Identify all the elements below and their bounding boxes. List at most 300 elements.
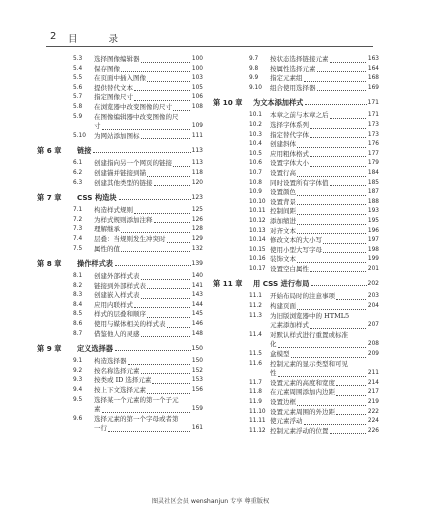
page-number: 125	[191, 207, 203, 214]
section-title: 控制间距	[270, 207, 296, 216]
chapter-heading	[37, 145, 203, 156]
dot-leader	[128, 364, 191, 365]
toc-entry	[37, 357, 203, 367]
toc-entry	[213, 169, 379, 179]
chapter-heading	[37, 192, 203, 203]
section-number: 11.3	[249, 312, 262, 319]
section-title: 寸	[94, 122, 101, 131]
page-number: 177	[367, 150, 379, 157]
toc-entry	[213, 84, 379, 94]
section-title: 选择某一个元素的第一个子元	[94, 395, 179, 404]
section-number: 10.2	[249, 121, 262, 128]
dot-leader	[147, 176, 190, 177]
section-title: 样式的层叠和顺序	[94, 310, 146, 319]
section-title: 保存图像	[94, 64, 120, 73]
dot-leader	[317, 90, 367, 91]
dot-leader	[297, 262, 366, 263]
page-number: 211	[367, 370, 379, 377]
toc-entry	[213, 188, 379, 198]
section-title: 化	[270, 340, 277, 349]
section-title: 设置元素周围的外边距	[270, 407, 335, 416]
toc-entry	[37, 65, 203, 75]
toc-entry	[213, 417, 379, 427]
dot-leader	[167, 327, 191, 328]
page-number: 113	[191, 147, 203, 155]
section-title: 为旧版浏览器中的 HTML5	[270, 311, 350, 320]
dot-leader	[297, 309, 366, 310]
dot-leader	[102, 412, 191, 413]
dot-leader	[297, 204, 366, 205]
page-number: 198	[367, 246, 379, 253]
section-title: 元素添加样式	[270, 321, 309, 330]
section-number: 10.15	[249, 246, 266, 253]
dot-leader	[121, 232, 190, 233]
dot-leader	[167, 242, 191, 243]
toc-entry	[213, 255, 379, 265]
section-number: 6.3	[73, 179, 83, 186]
section-number: 10.7	[249, 169, 262, 176]
toc-left-column	[37, 55, 203, 434]
section-title: 同时设置所有字体值	[270, 178, 329, 187]
section-title: 使元素浮动	[270, 417, 303, 426]
section-title: 控制元素浮动的位置	[270, 426, 329, 435]
toc-entry	[37, 282, 203, 292]
page-number: 144	[191, 301, 203, 308]
chapter-number: 第 9 章	[37, 344, 62, 354]
page-number: 105	[191, 84, 203, 91]
dot-leader	[297, 147, 366, 148]
section-number: 10.1	[249, 112, 262, 119]
section-title: 创建其他类型的链接	[94, 178, 153, 187]
section-number: 5.6	[73, 84, 83, 91]
section-number: 11.8	[249, 389, 262, 396]
section-number: 10.14	[249, 237, 266, 244]
toc-entry	[213, 427, 379, 437]
section-number: 9.1	[73, 358, 83, 365]
dot-leader	[115, 265, 191, 266]
section-number: 5.8	[73, 103, 83, 110]
dot-leader	[297, 195, 366, 196]
toc-entry-continuation	[37, 122, 203, 132]
toc-entry-continuation	[37, 424, 203, 434]
section-title: 设置背景	[270, 197, 296, 206]
dot-leader	[336, 299, 366, 300]
chapter-number: 第 8 章	[37, 259, 62, 269]
section-number: 11.2	[249, 303, 262, 310]
toc-entry	[37, 320, 203, 330]
page-number: 109	[191, 123, 203, 130]
section-number: 9.4	[73, 387, 83, 394]
section-title: 设置元素的高度和宽度	[270, 378, 335, 387]
dot-leader	[102, 129, 191, 130]
section-number: 8.2	[73, 282, 83, 289]
section-number: 9.9	[249, 75, 259, 82]
page-number: 148	[191, 330, 203, 337]
dot-leader	[141, 138, 191, 139]
dot-leader	[330, 433, 367, 434]
page-number: 113	[191, 160, 203, 167]
section-number: 10.8	[249, 179, 262, 186]
toc-entry	[37, 74, 203, 84]
page-number: 100	[191, 56, 203, 62]
watermark-footer: 图灵社区会员 wenshanjun 专享 尊重版权	[151, 498, 270, 505]
section-number: 10.17	[249, 265, 266, 272]
toc-entry	[213, 302, 379, 312]
section-title: 创建嵌入样式表	[94, 291, 140, 300]
chapter-heading	[213, 97, 379, 108]
dot-leader	[134, 90, 190, 91]
toc-entry	[213, 350, 379, 360]
section-title: 按状态选择链接元素	[270, 55, 329, 63]
toc-entry	[213, 159, 379, 169]
page-number: 185	[367, 179, 379, 186]
section-number: 11.4	[249, 331, 262, 338]
toc-entry	[37, 206, 203, 216]
dot-leader	[297, 405, 366, 406]
section-number: 10.5	[249, 150, 262, 157]
toc-entry	[37, 291, 203, 301]
dot-leader	[323, 252, 366, 253]
section-number: 7.3	[73, 226, 83, 233]
page-number: 193	[367, 208, 379, 215]
section-number: 7.4	[73, 235, 83, 242]
section-number: 7.2	[73, 216, 83, 223]
page-number: 126	[191, 216, 203, 223]
section-title: 指定替代字体	[270, 130, 309, 139]
toc-entry	[213, 408, 379, 418]
page-number: 187	[367, 189, 379, 196]
dot-leader	[330, 185, 367, 186]
dot-leader	[147, 81, 190, 82]
dot-leader	[152, 383, 190, 384]
section-title: 设置行高	[270, 168, 296, 177]
page-number: 111	[191, 132, 203, 139]
section-number: 10.16	[249, 256, 266, 263]
page-number: 171	[367, 112, 379, 119]
page-number: 188	[367, 198, 379, 205]
section-title: 修改文本的大小写	[270, 236, 322, 245]
section-title: 设置颜色	[270, 188, 296, 197]
section-title: 装饰文本	[270, 255, 296, 264]
section-number: 10.12	[249, 217, 266, 224]
dot-leader	[141, 373, 191, 374]
toc-entry	[37, 103, 203, 113]
section-title: 链接到外部样式表	[94, 281, 146, 290]
toc-entry	[37, 367, 203, 377]
page-number: 204	[367, 303, 379, 310]
toc-entry	[213, 198, 379, 208]
section-number: 11.11	[249, 418, 266, 425]
page-number: 176	[367, 141, 379, 148]
section-title: 构造选择器	[94, 357, 127, 366]
section-title: 按上下文选择元素	[94, 386, 146, 395]
toc-entry	[213, 207, 379, 217]
page-number: 209	[367, 351, 379, 358]
section-title: 选择元素的第一个字母或者第	[94, 414, 179, 423]
dot-leader	[173, 166, 190, 167]
chapter-title: CSS 构造块	[77, 193, 117, 203]
page-number: 219	[367, 399, 379, 405]
section-number: 8.6	[73, 321, 83, 328]
page-number: 224	[367, 418, 379, 425]
section-number: 9.2	[73, 367, 83, 374]
section-number: 7.1	[73, 207, 83, 214]
section-number: 5.5	[73, 75, 83, 82]
page-number: 123	[191, 194, 203, 202]
section-number: 11.5	[249, 351, 262, 358]
page-number: 201	[367, 265, 379, 272]
toc-entry	[37, 310, 203, 320]
section-number: 9.8	[249, 65, 259, 72]
page-number: 169	[367, 84, 379, 91]
section-number: 6.2	[73, 169, 83, 176]
dot-leader	[154, 185, 191, 186]
dot-leader	[173, 110, 190, 111]
page-number: 103	[191, 75, 203, 82]
toc-right-column	[213, 55, 379, 436]
section-number: 10.9	[249, 189, 262, 196]
page-number: 202	[367, 280, 379, 288]
toc-entry	[213, 140, 379, 150]
toc-entry-continuation	[37, 405, 203, 415]
section-title: 设置边框	[270, 398, 296, 406]
dot-leader	[278, 347, 367, 348]
toc-entry	[37, 245, 203, 255]
page-number: 118	[191, 169, 203, 176]
section-number: 10.13	[249, 227, 266, 234]
chapter-number: 第 6 章	[37, 146, 62, 156]
page-number: 199	[367, 256, 379, 263]
section-title: 创建指向另一个网页的链接	[94, 159, 172, 168]
toc-entry	[213, 292, 379, 302]
page-number: 208	[367, 341, 379, 348]
section-title: 在页面中插入图像	[94, 74, 146, 83]
dot-leader	[147, 317, 190, 318]
section-title: 选择字体系列	[270, 120, 309, 129]
section-title: 创建外部样式表	[94, 272, 140, 281]
section-title: 创建斜体	[270, 140, 296, 149]
dot-leader	[278, 376, 367, 377]
section-title: 选择图像编辑器	[94, 55, 140, 63]
toc-entry	[213, 388, 379, 398]
chapter-number: 第 7 章	[37, 193, 62, 203]
section-number: 5.4	[73, 65, 83, 72]
section-title: 按名称选择元素	[94, 366, 140, 375]
section-title: 在元素周围添加内边距	[270, 388, 335, 397]
dot-leader	[330, 118, 367, 119]
chapter-title: 为文本添加样式	[253, 98, 304, 108]
section-number: 11.12	[249, 427, 266, 434]
dot-leader	[305, 104, 366, 105]
section-number: 5.3	[73, 56, 83, 62]
toc-entry	[37, 330, 203, 340]
toc-entry-continuation	[213, 321, 379, 331]
section-title: 在图像编辑器中改变图像的尺	[94, 112, 179, 121]
toc-entry	[213, 227, 379, 237]
page-number: 214	[367, 379, 379, 386]
page-number: 164	[367, 65, 379, 72]
toc-entry	[37, 132, 203, 142]
page-number: 146	[191, 321, 203, 328]
toc-entry-continuation	[213, 340, 379, 350]
page-title: 目 录	[68, 34, 133, 45]
section-number: 5.9	[73, 113, 83, 120]
dot-leader	[141, 298, 191, 299]
page-number: 161	[191, 425, 203, 432]
section-title: 借鉴他人的灵感	[94, 329, 140, 338]
dot-leader	[310, 166, 366, 167]
section-title: 一行	[94, 424, 107, 433]
section-title: 开始布局时的注意事项	[270, 292, 335, 301]
page-number: 196	[367, 227, 379, 234]
section-number: 11.7	[249, 379, 262, 386]
page-number: 145	[191, 311, 203, 318]
section-number: 10.10	[249, 198, 266, 205]
section-title: 按属性选择元素	[270, 64, 316, 73]
section-title: 盒模型	[270, 350, 290, 359]
toc-entry	[37, 159, 203, 169]
chapter-heading	[37, 258, 203, 269]
section-number: 7.5	[73, 245, 83, 252]
toc-entry-continuation	[213, 369, 379, 379]
toc-entry	[213, 265, 379, 275]
toc-entry	[37, 415, 203, 425]
toc-entry	[213, 379, 379, 389]
toc-entry	[37, 235, 203, 245]
page-number: 141	[191, 282, 203, 289]
chapter-title: 定义选择器	[77, 344, 113, 354]
section-number: 10.6	[249, 160, 262, 167]
toc-entry	[213, 121, 379, 131]
toc-entry	[37, 179, 203, 189]
section-number: 11.1	[249, 293, 262, 300]
toc-entry	[37, 376, 203, 386]
page-number: 152	[191, 367, 203, 374]
toc-entry	[37, 225, 203, 235]
toc-entry	[213, 398, 379, 408]
page-number: 106	[191, 94, 203, 101]
section-title: 使用小型大写字母	[270, 245, 322, 254]
dot-leader	[147, 288, 190, 289]
dot-leader	[310, 128, 366, 129]
section-number: 11.6	[249, 360, 262, 367]
page-number: 179	[367, 160, 379, 167]
page-number: 2	[50, 31, 57, 42]
page-number: 171	[367, 99, 379, 107]
section-number: 9.7	[249, 56, 259, 62]
section-title: 应用内联样式	[94, 300, 133, 309]
chapter-number: 第 10 章	[213, 98, 243, 108]
page-number: 120	[191, 179, 203, 186]
chapter-heading	[213, 278, 379, 289]
toc-entry	[213, 150, 379, 160]
toc-entry	[37, 216, 203, 226]
dot-leader	[119, 199, 191, 200]
toc-entry	[37, 93, 203, 103]
section-title: 为样式规则添加注释	[94, 215, 153, 224]
page-number: 128	[191, 226, 203, 233]
dot-leader	[323, 243, 366, 244]
dot-leader	[310, 271, 366, 272]
section-title: 本章之前与本章之后	[270, 111, 329, 120]
dot-leader	[336, 395, 366, 396]
section-number: 9.3	[73, 377, 83, 384]
section-title: 组合使用选择器	[270, 83, 316, 92]
toc-entry	[213, 55, 379, 65]
page-number: 173	[367, 121, 379, 128]
toc-entry	[37, 84, 203, 94]
toc-entry	[213, 217, 379, 227]
page-number: 108	[191, 103, 203, 110]
toc-entry	[37, 272, 203, 282]
page-number: 197	[367, 237, 379, 244]
page-number: 168	[367, 75, 379, 82]
section-title: 在浏览器中改变图像的尺寸	[94, 102, 172, 111]
dot-leader	[297, 224, 366, 225]
chapter-heading	[37, 343, 203, 354]
toc-entry	[213, 331, 379, 341]
section-title: 构建页面	[270, 302, 296, 311]
page-number: 139	[191, 260, 203, 268]
section-number: 11.9	[249, 399, 262, 405]
toc-entry	[213, 179, 379, 189]
section-title: 使用与媒体相关的样式表	[94, 320, 166, 329]
toc-entry	[213, 360, 379, 370]
section-title: 设置空白属性	[270, 264, 309, 273]
section-title: 对默认样式进行重置或标准	[270, 330, 348, 339]
page-number: 203	[367, 293, 379, 300]
page-number: 207	[367, 322, 379, 329]
section-title: 构造样式规则	[94, 206, 133, 215]
toc-entry	[213, 131, 379, 141]
dot-leader	[297, 233, 366, 234]
section-title: 设置字体大小	[270, 159, 309, 168]
section-number: 5.7	[73, 94, 83, 101]
dot-leader	[134, 100, 190, 101]
toc-entry	[37, 386, 203, 396]
section-title: 素	[94, 405, 101, 414]
dot-leader	[330, 62, 367, 63]
section-title: 理解继承	[94, 225, 120, 234]
dot-leader	[297, 214, 366, 215]
section-number: 8.1	[73, 273, 83, 280]
toc-entry	[213, 74, 379, 84]
toc-entry	[213, 236, 379, 246]
page-number: 184	[367, 169, 379, 176]
section-title: 层叠：当规则发生冲突时	[94, 234, 166, 243]
page-number: 143	[191, 292, 203, 299]
section-title: 控制元素的显示类型和可见	[270, 359, 348, 368]
section-title: 指定图像尺寸	[94, 93, 133, 102]
dot-leader	[317, 71, 367, 72]
page-number: 159	[191, 406, 203, 413]
dot-leader	[121, 251, 190, 252]
dot-leader	[311, 285, 366, 286]
chapter-title: 用 CSS 进行布局	[253, 279, 310, 289]
chapter-number: 第 11 章	[213, 279, 243, 289]
section-number: 11.10	[249, 408, 266, 415]
page-number: 129	[191, 235, 203, 242]
section-number: 5.10	[73, 132, 86, 139]
section-title: 为网站添加图标	[94, 131, 140, 140]
section-number: 8.7	[73, 330, 83, 337]
toc-entry	[37, 169, 203, 179]
toc-entry	[213, 246, 379, 256]
section-number: 6.1	[73, 160, 83, 167]
page-number: 150	[191, 358, 203, 365]
dot-leader	[297, 176, 366, 177]
section-title: 提供替代文本	[94, 83, 133, 92]
